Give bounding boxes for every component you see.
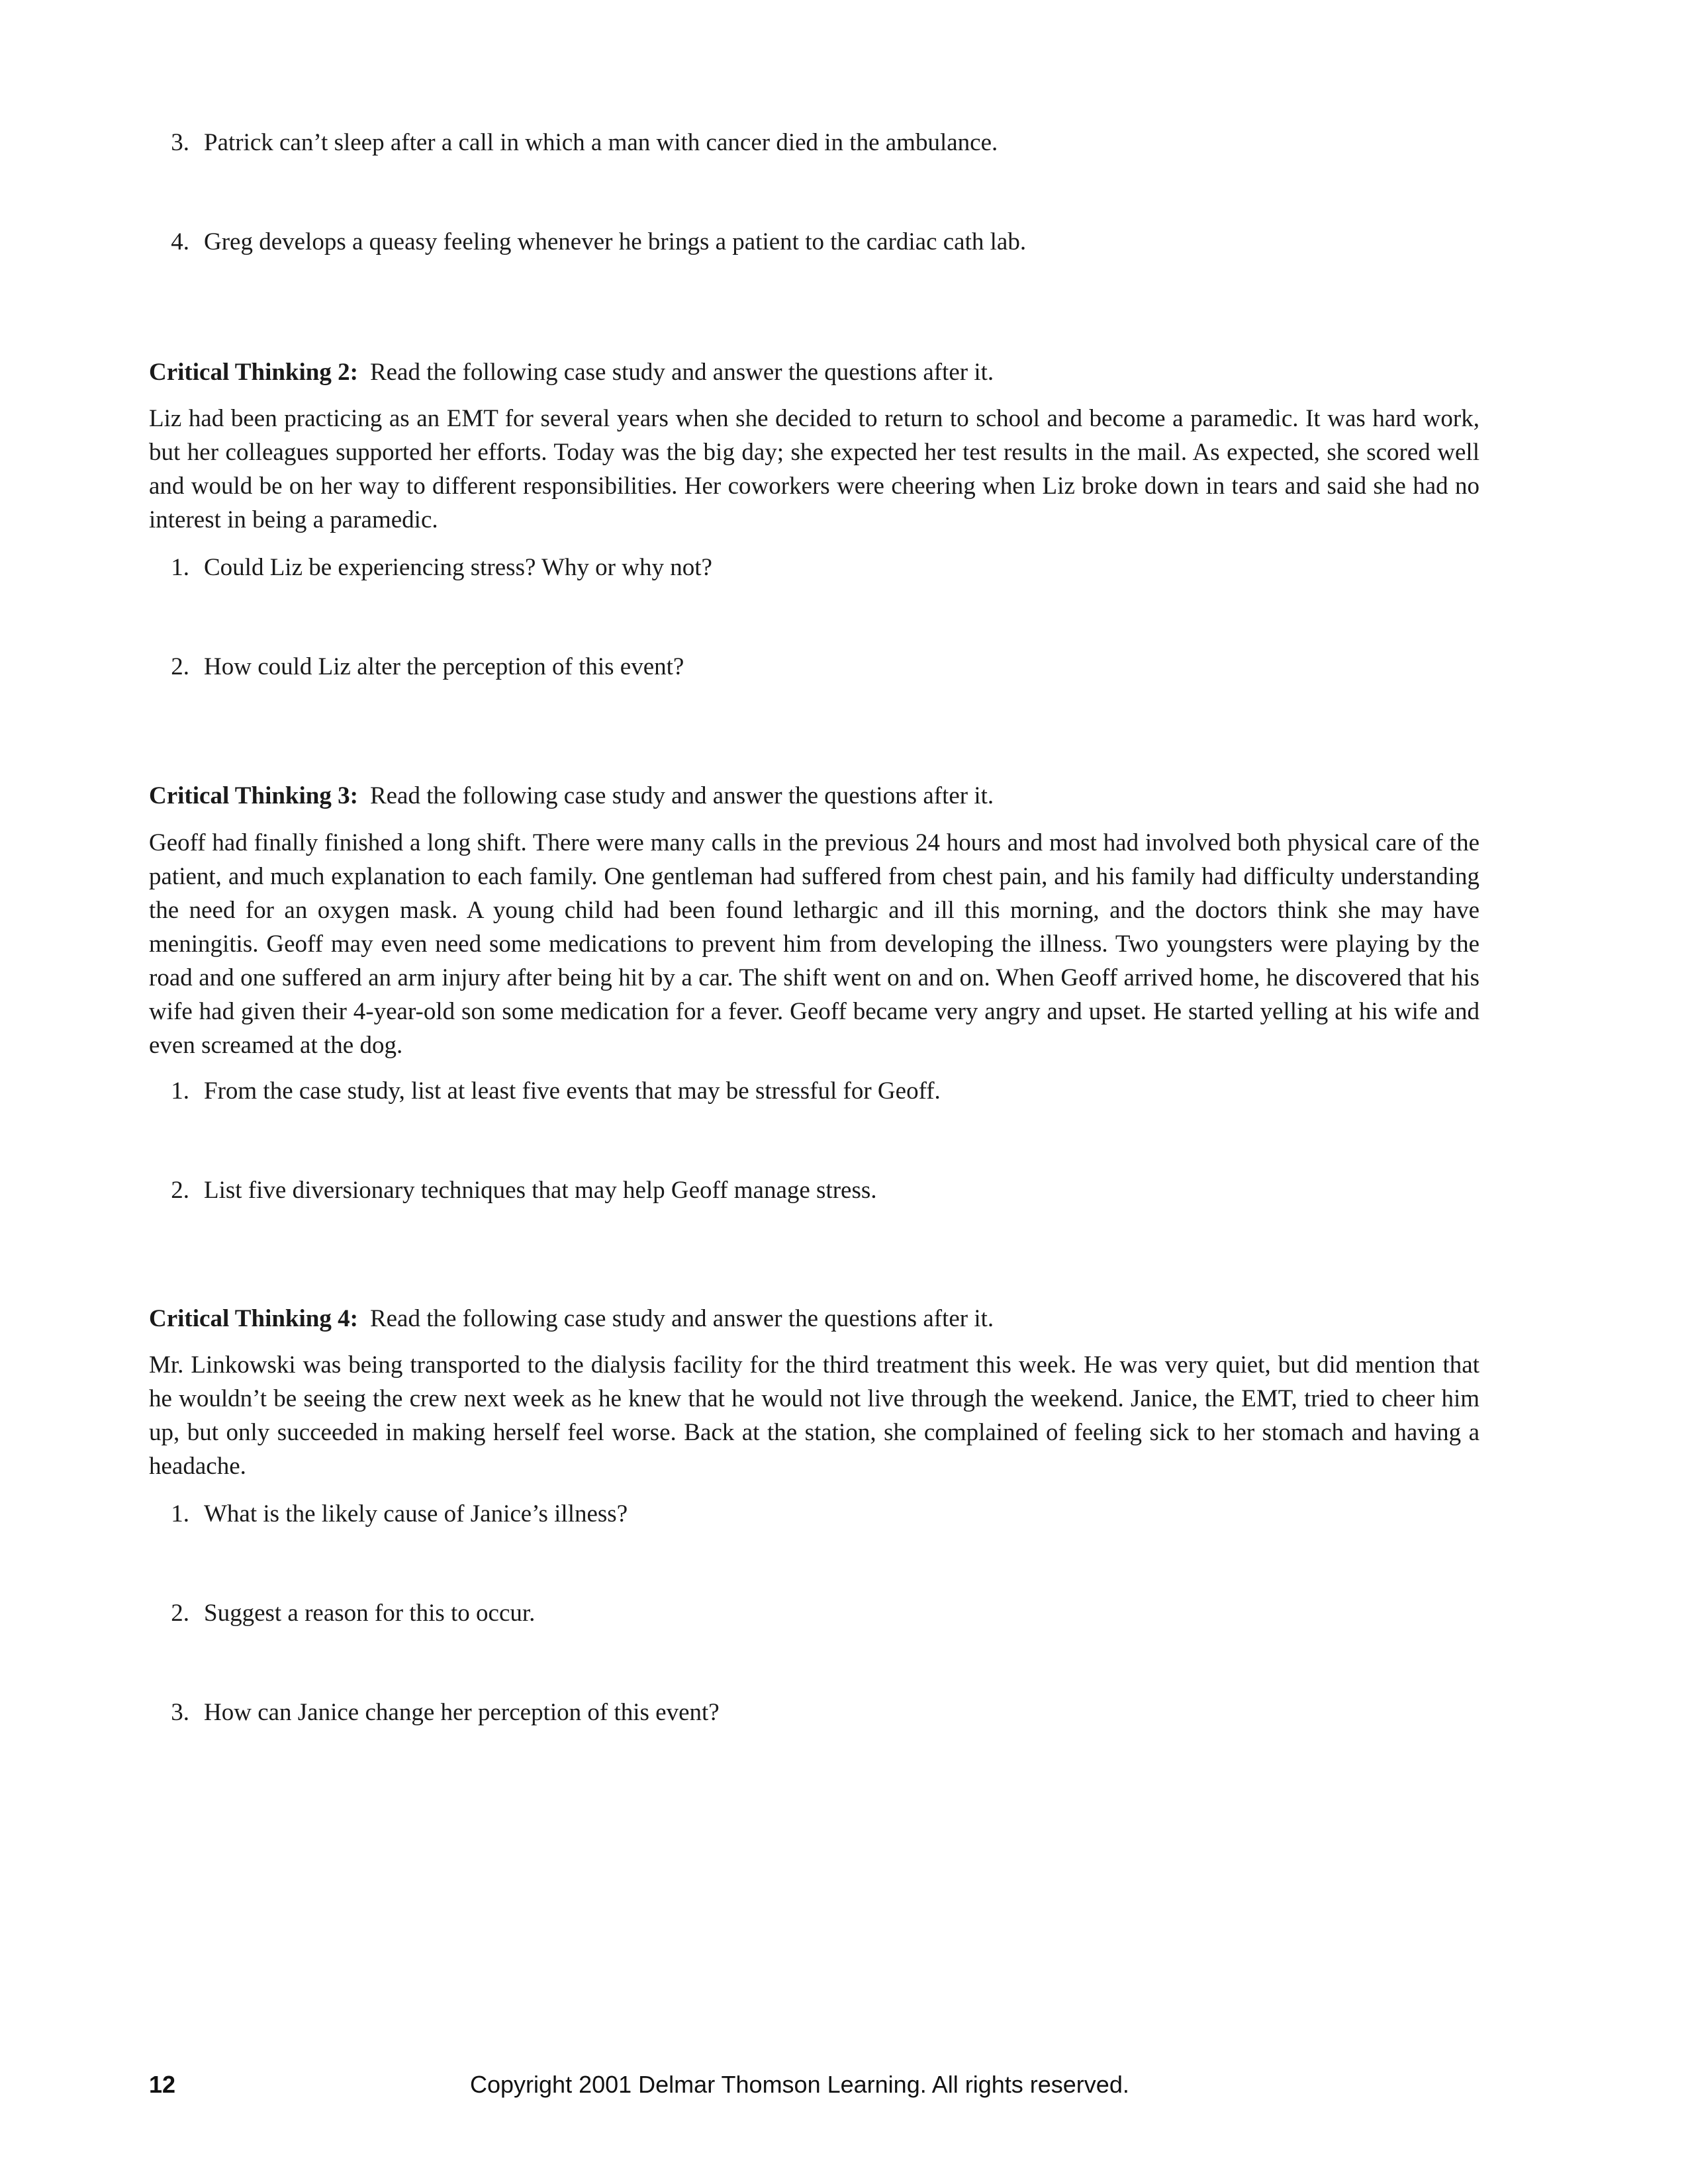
question-item	[149, 1074, 1479, 1108]
question-text: Patrick can’t sleep after a call in which a man with cancer died in the ambulance.	[204, 129, 998, 156]
section-instruction: Read the following case study and answer the questions after it.	[369, 359, 994, 386]
copyright-notice: Copyright 2001 Delmar Thomson Learning. All rights reserved.	[470, 2071, 1129, 2098]
question-item	[149, 650, 1479, 684]
question-number: 2.	[171, 1600, 189, 1627]
section-heading	[149, 355, 1479, 389]
question-item	[149, 1173, 1479, 1207]
question-number: 3.	[171, 1699, 189, 1726]
question-item	[149, 1596, 1479, 1630]
section-label: Critical Thinking 4:	[149, 1305, 358, 1332]
case-study-paragraph: Mr. Linkowski was being transported to the dialysis facility for the third treatment this week. He was very quiet, but did mention that he wouldn’t be seeing the crew next week as he knew that he would not live through the weekend. Janice, the EMT, tried to cheer him up, but only succeeded in making herself feel worse. Back at the station, she complained of feeling sick to her stomach and having a headache.	[149, 1351, 1479, 1480]
question-item	[149, 1696, 1479, 1729]
section-heading	[149, 1302, 1479, 1336]
page-number: 12	[149, 2071, 176, 2098]
question-text: How can Janice change her perception of this event?	[204, 1699, 720, 1726]
case-study-paragraph: Geoff had finally finished a long shift. There were many calls in the previous 24 hours and most had involved both physical care of the patient, and much explanation to each family. One gentleman had suffered from chest pain, and his family had difficulty understanding the need for an oxygen mask. A young child had been found lethargic and ill this morning, and the doctors think she may have meningitis. Geoff may even need some medications to prevent him from developing the illness. Two youngsters were playing by the road and one suffered an arm injury after being hit by a car. The shift went on and on. When Geoff arrived home, he discovered that his wife had given their 4-year-old son some medication for a fever. Geoff became very angry and upset. He started yelling at his wife and even screamed at the dog.	[149, 829, 1479, 1059]
question-text: Greg develops a queasy feeling whenever he brings a patient to the cardiac cath lab.	[204, 228, 1027, 255]
question-number: 2.	[171, 653, 189, 680]
case-study-paragraph: Liz had been practicing as an EMT for several years when she decided to return to school and become a paramedic. It was hard work, but her colleagues supported her efforts. Today was the big day; she expected her test results in the mail. As expected, she scored well and would be on her way to different responsibilities. Her coworkers were cheering when Liz broke down in tears and said she had no interest in being a paramedic.	[149, 405, 1479, 533]
question-number: 2.	[171, 1177, 189, 1204]
question-text: List five diversionary techniques that may help Geoff manage stress.	[204, 1177, 877, 1204]
section-instruction: Read the following case study and answer the questions after it.	[369, 782, 994, 809]
question-item	[149, 1497, 1479, 1531]
question-item	[149, 225, 1479, 259]
section-label: Critical Thinking 2:	[149, 359, 358, 386]
question-number: 1.	[171, 1500, 189, 1527]
question-item	[149, 126, 1479, 159]
question-text: Suggest a reason for this to occur.	[204, 1600, 536, 1627]
question-text: Could Liz be experiencing stress? Why or why not?	[204, 554, 712, 581]
question-number: 1.	[171, 1077, 189, 1105]
question-number: 3.	[171, 129, 189, 156]
section-heading	[149, 779, 1479, 813]
question-item	[149, 551, 1479, 584]
question-number: 4.	[171, 228, 189, 255]
section-instruction: Read the following case study and answer the questions after it.	[369, 1305, 994, 1332]
question-text: What is the likely cause of Janice’s illness?	[204, 1500, 628, 1527]
section-label: Critical Thinking 3:	[149, 782, 358, 809]
question-text: How could Liz alter the perception of this event?	[204, 653, 684, 680]
question-text: From the case study, list at least five events that may be stressful for Geoff.	[204, 1077, 941, 1105]
question-number: 1.	[171, 554, 189, 581]
